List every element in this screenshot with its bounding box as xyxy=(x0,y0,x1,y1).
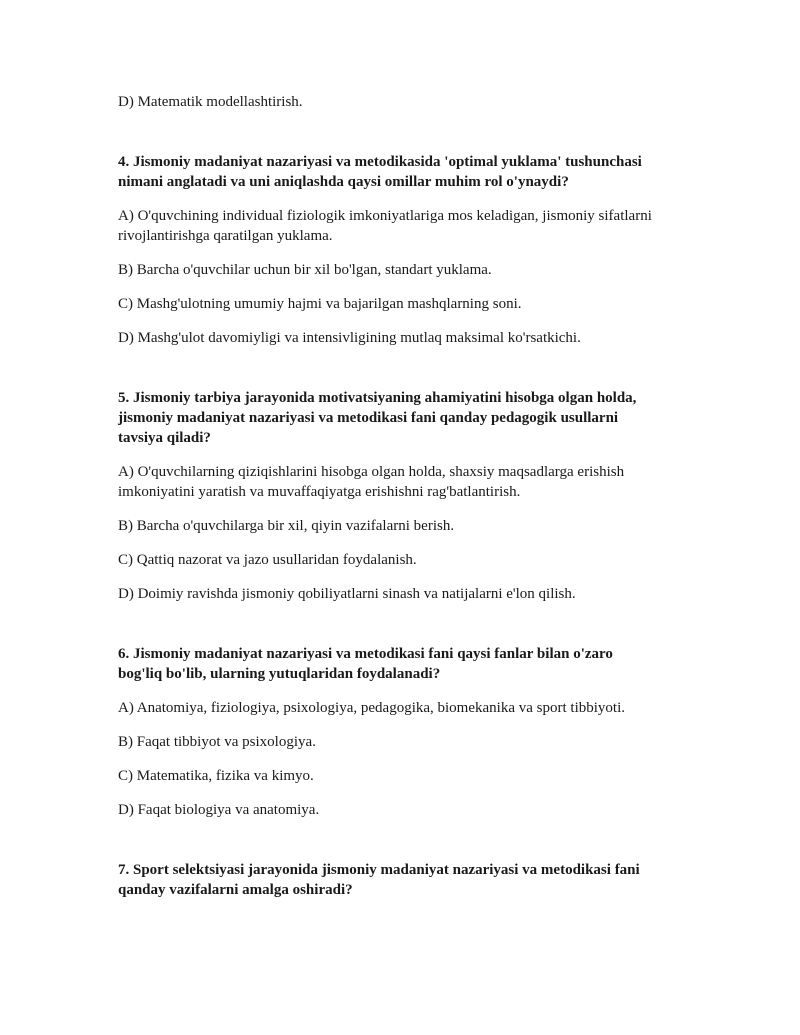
question-line: 7. Sport selektsiyasi jarayonida jismoniy madaniyat nazariyasi va metodikasi fani xyxy=(118,862,640,878)
answer-option-c xyxy=(118,550,690,570)
answer-option-a xyxy=(118,206,690,246)
question-7 xyxy=(118,860,690,900)
answer-option-c xyxy=(118,294,690,314)
question-line: 6. Jismoniy madaniyat nazariyasi va metodikasi fani qaysi fanlar bilan o'zaro xyxy=(118,646,613,662)
option-line: C) Qattiq nazorat va jazo usullaridan foydalanish. xyxy=(118,552,417,568)
answer-option-a xyxy=(118,698,690,718)
option-line: A) Anatomiya, fiziologiya, psixologiya, pedagogika, biomekanika va sport tibbiyoti. xyxy=(118,700,625,716)
option-line: B) Faqat tibbiyot va psixologiya. xyxy=(118,734,316,750)
question-5 xyxy=(118,388,690,604)
option-line: C) Mashg'ulotning umumiy hajmi va bajarilgan mashqlarning soni. xyxy=(118,296,522,312)
question-4 xyxy=(118,152,690,348)
question-line: qanday vazifalarni amalga oshiradi? xyxy=(118,882,353,898)
option-line: A) O'quvchining individual fiziologik imkoniyatlariga mos keladigan, jismoniy sifatlarni xyxy=(118,208,652,224)
option-line: rivojlantirishga qaratilgan yuklama. xyxy=(118,228,333,244)
question-line: tavsiya qiladi? xyxy=(118,430,211,446)
document-content xyxy=(118,92,690,914)
question-title xyxy=(118,860,690,900)
question-title xyxy=(118,152,690,192)
question-6 xyxy=(118,644,690,820)
question-line: bog'liq bo'lib, ularning yutuqlaridan foydalanadi? xyxy=(118,666,441,682)
answer-option-b xyxy=(118,260,690,280)
answer-option-b xyxy=(118,732,690,752)
option-line: imkoniyatini yaratish va muvaffaqiyatga erishishni rag'batlantirish. xyxy=(118,484,521,500)
option-line: A) O'quvchilarning qiziqishlarini hisobga olgan holda, shaxsiy maqsadlarga erishish xyxy=(118,464,625,480)
option-line: D) Faqat biologiya va anatomiya. xyxy=(118,802,320,818)
answer-option-b xyxy=(118,516,690,536)
lead-option: D) Matematik modellashtirish. xyxy=(118,94,303,110)
question-line: jismoniy madaniyat nazariyasi va metodikasi fani qanday pedagogik usullarni xyxy=(118,410,619,426)
option-line: D) Mashg'ulot davomiyligi va intensivligining mutlaq maksimal ko'rsatkichi. xyxy=(118,330,581,346)
answer-option-d xyxy=(118,584,690,604)
answer-option-d xyxy=(118,800,690,820)
answer-option-a xyxy=(118,462,690,502)
option-line: D) Doimiy ravishda jismoniy qobiliyatlarni sinash va natijalarni e'lon qilish. xyxy=(118,586,576,602)
question-title xyxy=(118,388,690,448)
answer-option-c xyxy=(118,766,690,786)
option-line: B) Barcha o'quvchilar uchun bir xil bo'lgan, standart yuklama. xyxy=(118,262,492,278)
question-line: 4. Jismoniy madaniyat nazariyasi va metodikasida 'optimal yuklama' tushunchasi xyxy=(118,154,642,170)
question-line: nimani anglatadi va uni aniqlashda qaysi omillar muhim rol o'ynaydi? xyxy=(118,174,569,190)
option-line: B) Barcha o'quvchilarga bir xil, qiyin vazifalarni berish. xyxy=(118,518,455,534)
question-title xyxy=(118,644,690,684)
question-line: 5. Jismoniy tarbiya jarayonida motivatsiyaning ahamiyatini hisobga olgan holda, xyxy=(118,390,637,406)
option-line: C) Matematika, fizika va kimyo. xyxy=(118,768,314,784)
answer-option-d xyxy=(118,328,690,348)
